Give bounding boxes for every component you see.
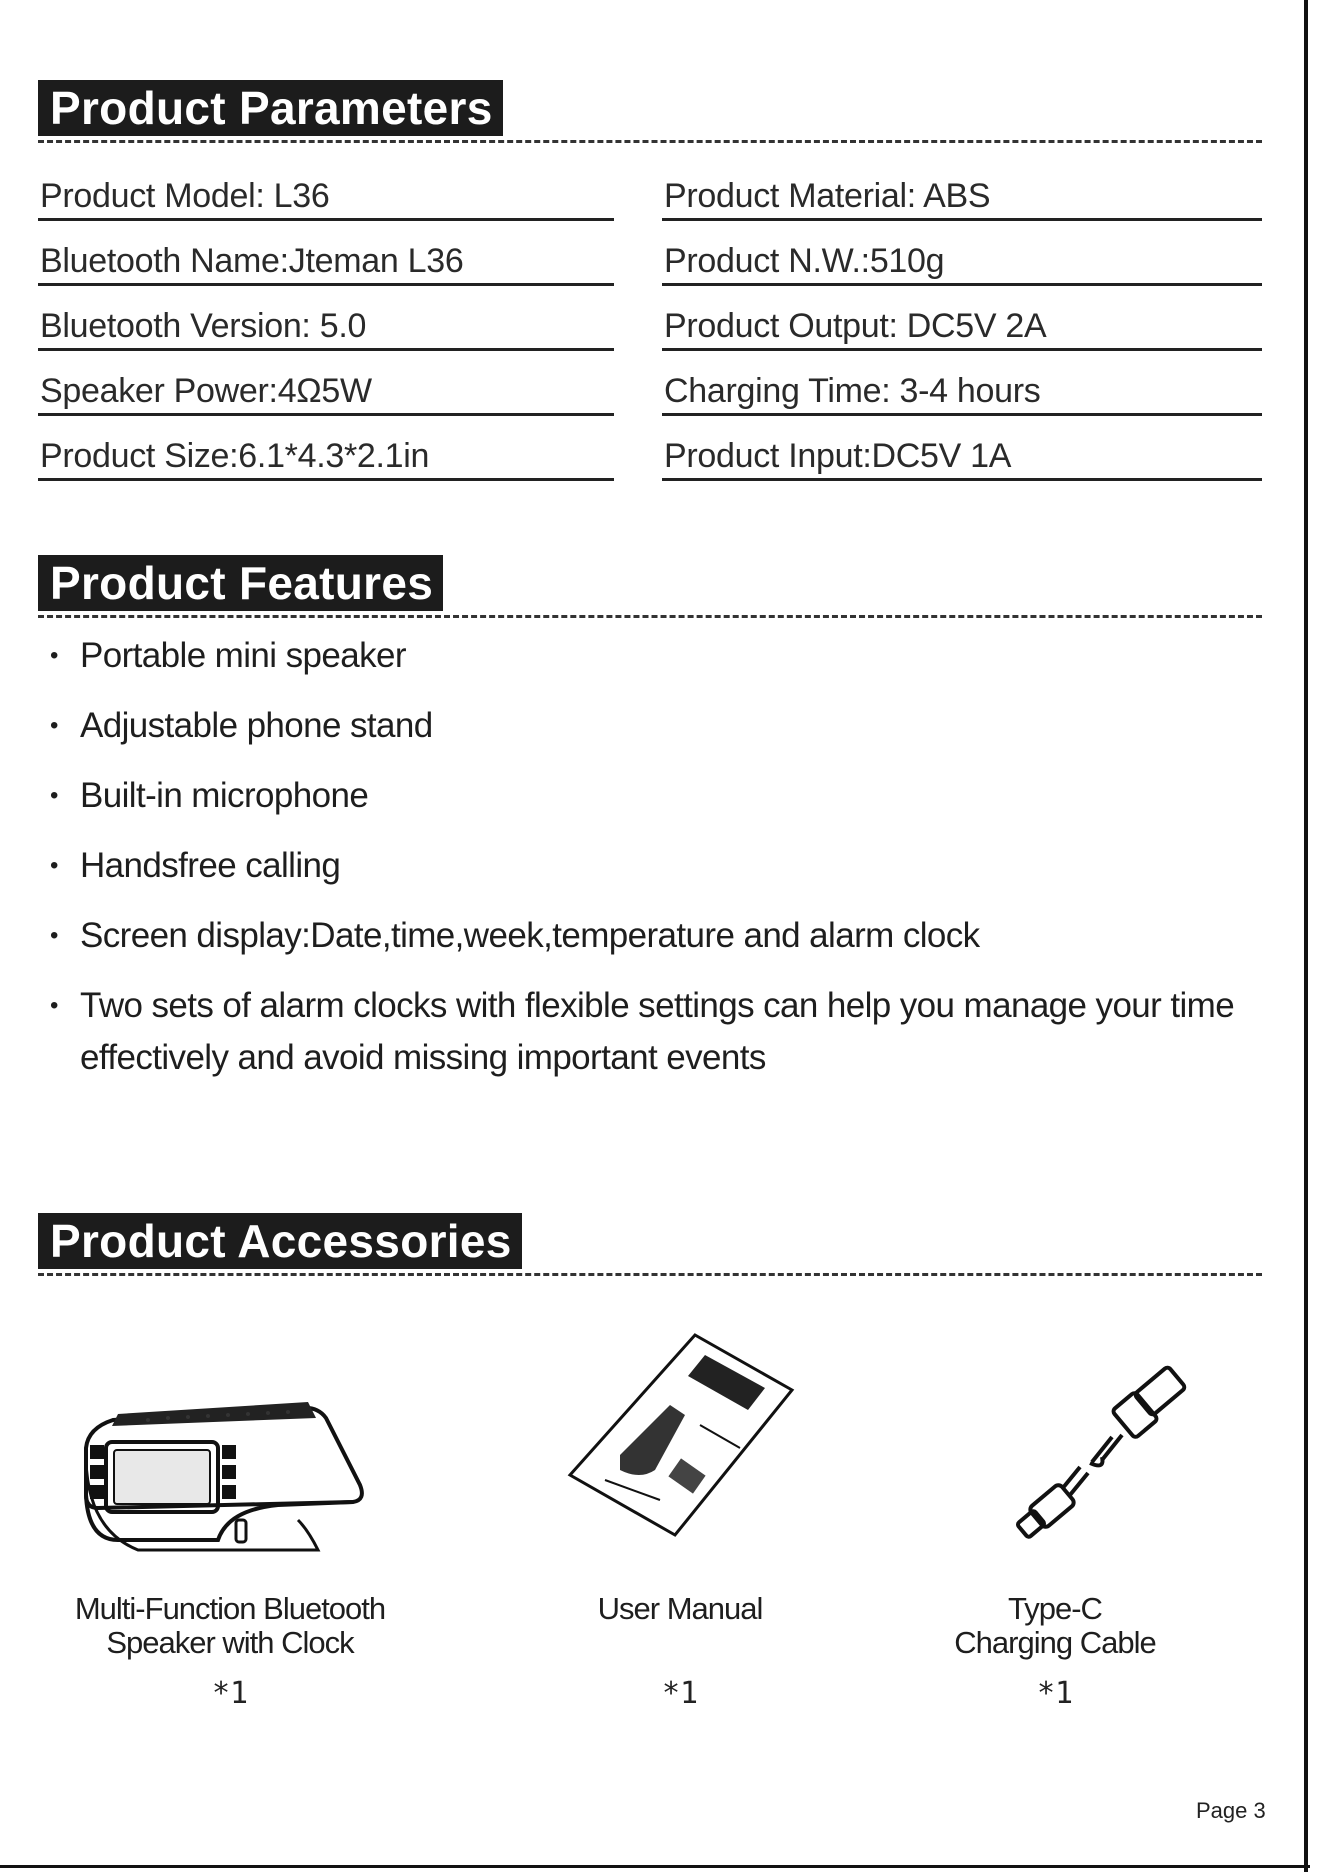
param-bluetooth-name: Bluetooth Name:Jteman L36	[38, 239, 614, 286]
accessories-heading: Product Accessories	[38, 1213, 522, 1269]
feature-item: • Screen display:Date,time,week,temperature and alarm clock	[50, 916, 980, 955]
usb-cable-icon	[1010, 1365, 1210, 1555]
feature-item: • Adjustable phone stand	[50, 706, 433, 745]
accessory-label-cable: Type-C Charging Cable	[954, 1591, 1156, 1660]
user-manual-icon	[560, 1330, 800, 1550]
features-heading: Product Features	[38, 555, 443, 611]
param-product-input: Product Input:DC5V 1A	[662, 434, 1262, 481]
param-bluetooth-version: Bluetooth Version: 5.0	[38, 304, 614, 351]
accessory-qty-cable: *1	[1036, 1676, 1074, 1711]
page-number: Page 3	[1196, 1798, 1266, 1823]
feature-item: • Built-in microphone	[50, 776, 369, 815]
accessory-qty-speaker: *1	[211, 1676, 249, 1711]
param-product-material: Product Material: ABS	[662, 174, 1262, 221]
param-product-model: Product Model: L36	[38, 174, 614, 221]
accessories-divider	[38, 1273, 1262, 1276]
param-product-size: Product Size:6.1*4.3*2.1in	[38, 434, 614, 481]
parameters-divider	[38, 140, 1262, 143]
param-product-weight: Product N.W.:510g	[662, 239, 1262, 286]
feature-item: • Handsfree calling	[50, 846, 341, 885]
accessory-label-speaker: Multi-Function Bluetooth Speaker with Clock	[74, 1591, 386, 1660]
page-right-border	[1304, 0, 1308, 1872]
parameters-heading: Product Parameters	[38, 80, 503, 136]
param-charging-time: Charging Time: 3-4 hours	[662, 369, 1262, 416]
accessory-qty-manual: *1	[661, 1676, 699, 1711]
page-bottom-border	[0, 1865, 1310, 1868]
speaker-clock-icon	[78, 1390, 378, 1560]
accessory-label-manual: User Manual	[597, 1591, 763, 1626]
features-divider	[38, 615, 1262, 618]
param-product-output: Product Output: DC5V 2A	[662, 304, 1262, 351]
feature-item: • Portable mini speaker	[50, 636, 406, 675]
param-speaker-power: Speaker Power:4Ω5W	[38, 369, 614, 416]
feature-item: • Two sets of alarm clocks with flexible settings can help you manage your time effectively and avoid missing important events	[50, 986, 1235, 1077]
